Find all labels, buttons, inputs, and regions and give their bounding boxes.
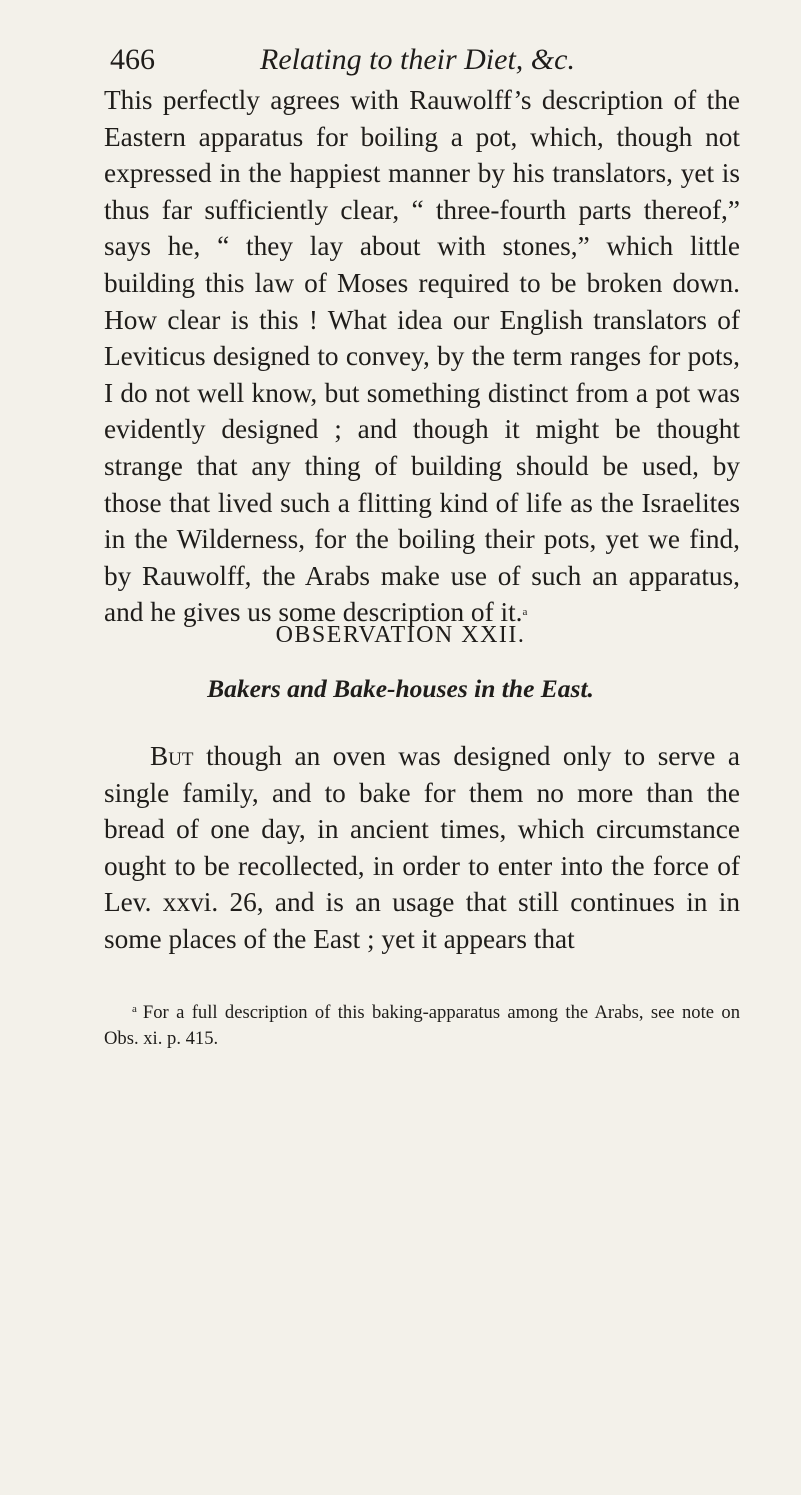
- page-number: 466: [110, 43, 155, 76]
- paragraph-rauwolff-text: This perfectly agrees with Rauwolff’s description of the Eastern apparatus for boiling a pot, which, though not expressed in the happiest manner by his translators, yet is thus far sufficiently clear, “ three-fourth parts thereof,” says he, “ they lay about with stones,” which little building this law of Moses required to be broken down. How clear is this ! What idea our English translators of Leviticus designed to convey, by the term ranges for pots, I do not well know, but something distinct from a pot was evidently designed ; and though it might be thought strange that any thing of building should be used, by those that lived such a flitting kind of life as the Israelites in the Wilderness, for the boiling their pots, yet we find, by Rauwolff, the Arabs make use of such an apparatus, and he gives us some description of it.: [104, 85, 740, 628]
- footnote: [104, 996, 740, 1052]
- paragraph-bakers-text: though an oven was designed only to serve a single family, and to bake for them no more than the bread of one day, in ancient times, which circumstance ought to be recollected, in order to enter into the force of Lev. xxvi. 26, and is an usage that still continues in in some places of the East ; yet it appears that: [104, 741, 740, 954]
- paragraph-bakers: [104, 738, 740, 958]
- running-head: [110, 38, 730, 82]
- footnote-mark: a: [132, 1003, 137, 1015]
- paragraph-bakers-opening-word: But: [150, 741, 194, 771]
- observation-subtitle: Bakers and Bake-houses in the East.: [207, 674, 594, 703]
- observation-heading: OBSERVATION XXII.: [275, 622, 526, 648]
- paragraph-rauwolff: [104, 82, 740, 631]
- footnote-reference: a: [522, 606, 528, 619]
- footnote-text: For a full description of this baking-apparatus among the Arabs, see note on Obs. xi. p. 415.: [104, 1002, 740, 1049]
- running-head-title: Relating to their Diet, &c.: [260, 43, 575, 76]
